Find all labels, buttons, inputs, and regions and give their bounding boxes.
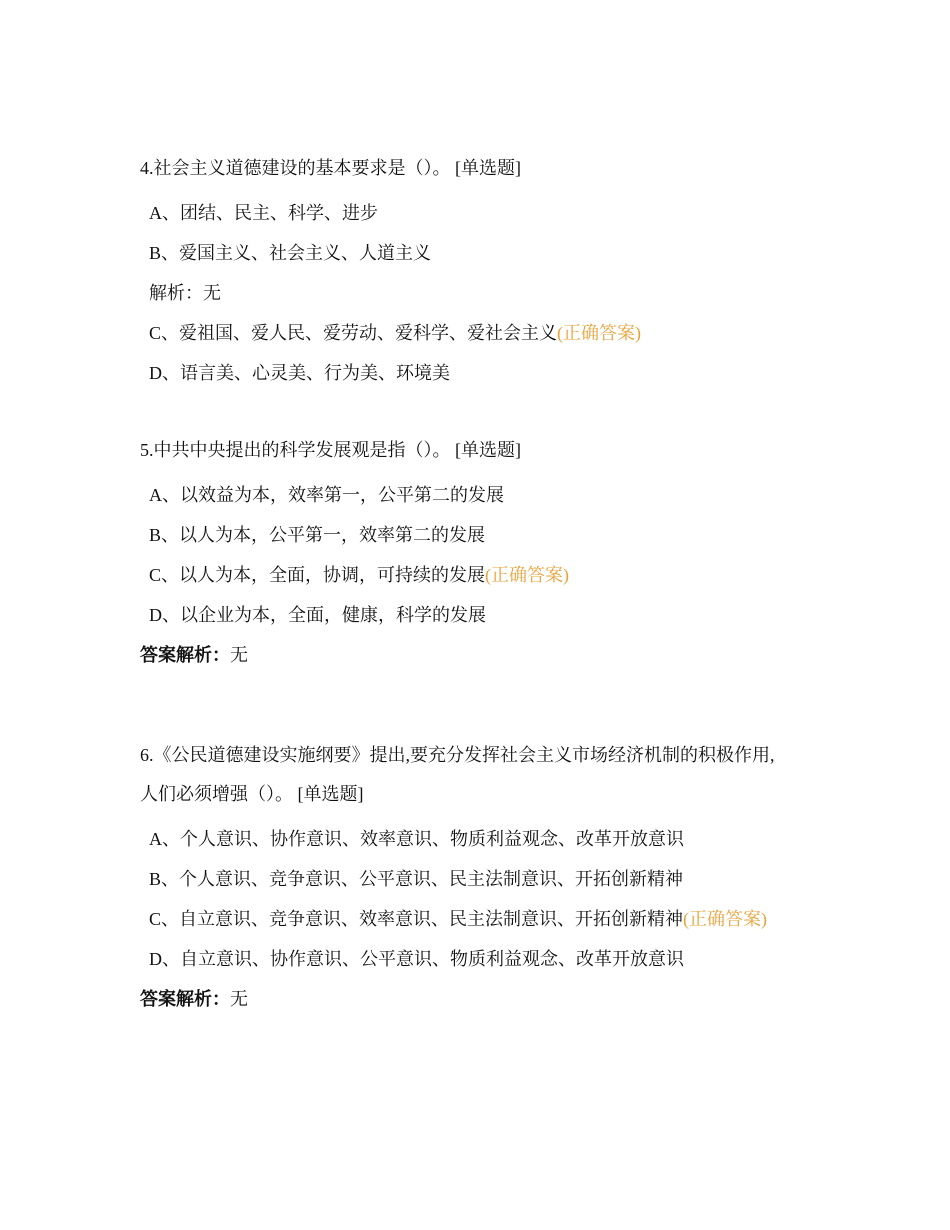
question-6-stem-line1 [140, 743, 775, 767]
question-6-stem-line2 [140, 782, 364, 806]
question-stem-text: 6.《公民道德建设实施纲要》提出,要充分发挥社会主义市场经济机制的积极作用, [140, 745, 775, 765]
question-6-option-b [149, 867, 683, 891]
option-text: D、以企业为本，全面，健康，科学的发展 [149, 605, 486, 625]
question-type: [单选题] [455, 440, 521, 460]
option-text: A、团结、民主、科学、进步 [149, 203, 378, 223]
option-text: D、自立意识、协作意识、公平意识、物质利益观念、改革开放意识 [149, 949, 684, 969]
option-text: C、自立意识、竞争意识、效率意识、民主法制意识、开拓创新精神 [149, 909, 684, 929]
question-type: [单选题] [297, 784, 364, 804]
option-text: D、语言美、心灵美、行为美、环境美 [149, 363, 450, 383]
question-4-option-a [149, 201, 378, 225]
correct-answer-badge: (正确答案) [485, 565, 570, 585]
question-6-analysis [140, 987, 248, 1011]
question-6-option-c [149, 907, 767, 931]
analysis-label: 答案解析： [140, 989, 230, 1009]
option-text: C、以人为本，全面，协调，可持续的发展 [149, 565, 486, 585]
question-stem-text: 5.中共中央提出的科学发展观是指（）。 [140, 440, 451, 460]
question-5-option-b [149, 523, 485, 547]
analysis-label: 答案解析： [140, 645, 230, 665]
question-5-analysis [140, 643, 248, 667]
question-type: [单选题] [455, 158, 521, 178]
question-4-analysis [149, 281, 221, 305]
option-text: B、以人为本，公平第一，效率第二的发展 [149, 525, 486, 545]
question-6-option-a [149, 827, 684, 851]
question-stem-text: 4.社会主义道德建设的基本要求是（）。 [140, 158, 451, 178]
correct-answer-badge: (正确答案) [683, 909, 768, 929]
question-5-stem [140, 438, 521, 462]
question-4-option-c [149, 321, 641, 345]
correct-answer-badge: (正确答案) [557, 323, 642, 343]
option-text: C、爱祖国、爱人民、爱劳动、爱科学、爱社会主义 [149, 323, 558, 343]
analysis-text: 解析：无 [149, 283, 221, 303]
question-stem-text: 人们必须增强（）。 [140, 784, 293, 804]
question-5-option-a [149, 483, 504, 507]
analysis-value: 无 [230, 645, 248, 665]
option-text: B、爱国主义、社会主义、人道主义 [149, 243, 432, 263]
question-4-stem [140, 156, 521, 180]
question-5-option-d [149, 603, 486, 627]
question-5-option-c [149, 563, 569, 587]
question-6-option-d [149, 947, 684, 971]
question-4-option-b [149, 241, 431, 265]
question-4-option-d [149, 361, 450, 385]
option-text: A、以效益为本，效率第一，公平第二的发展 [149, 485, 504, 505]
option-text: B、个人意识、竞争意识、公平意识、民主法制意识、开拓创新精神 [149, 869, 684, 889]
analysis-value: 无 [230, 989, 248, 1009]
option-text: A、个人意识、协作意识、效率意识、物质利益观念、改革开放意识 [149, 829, 684, 849]
